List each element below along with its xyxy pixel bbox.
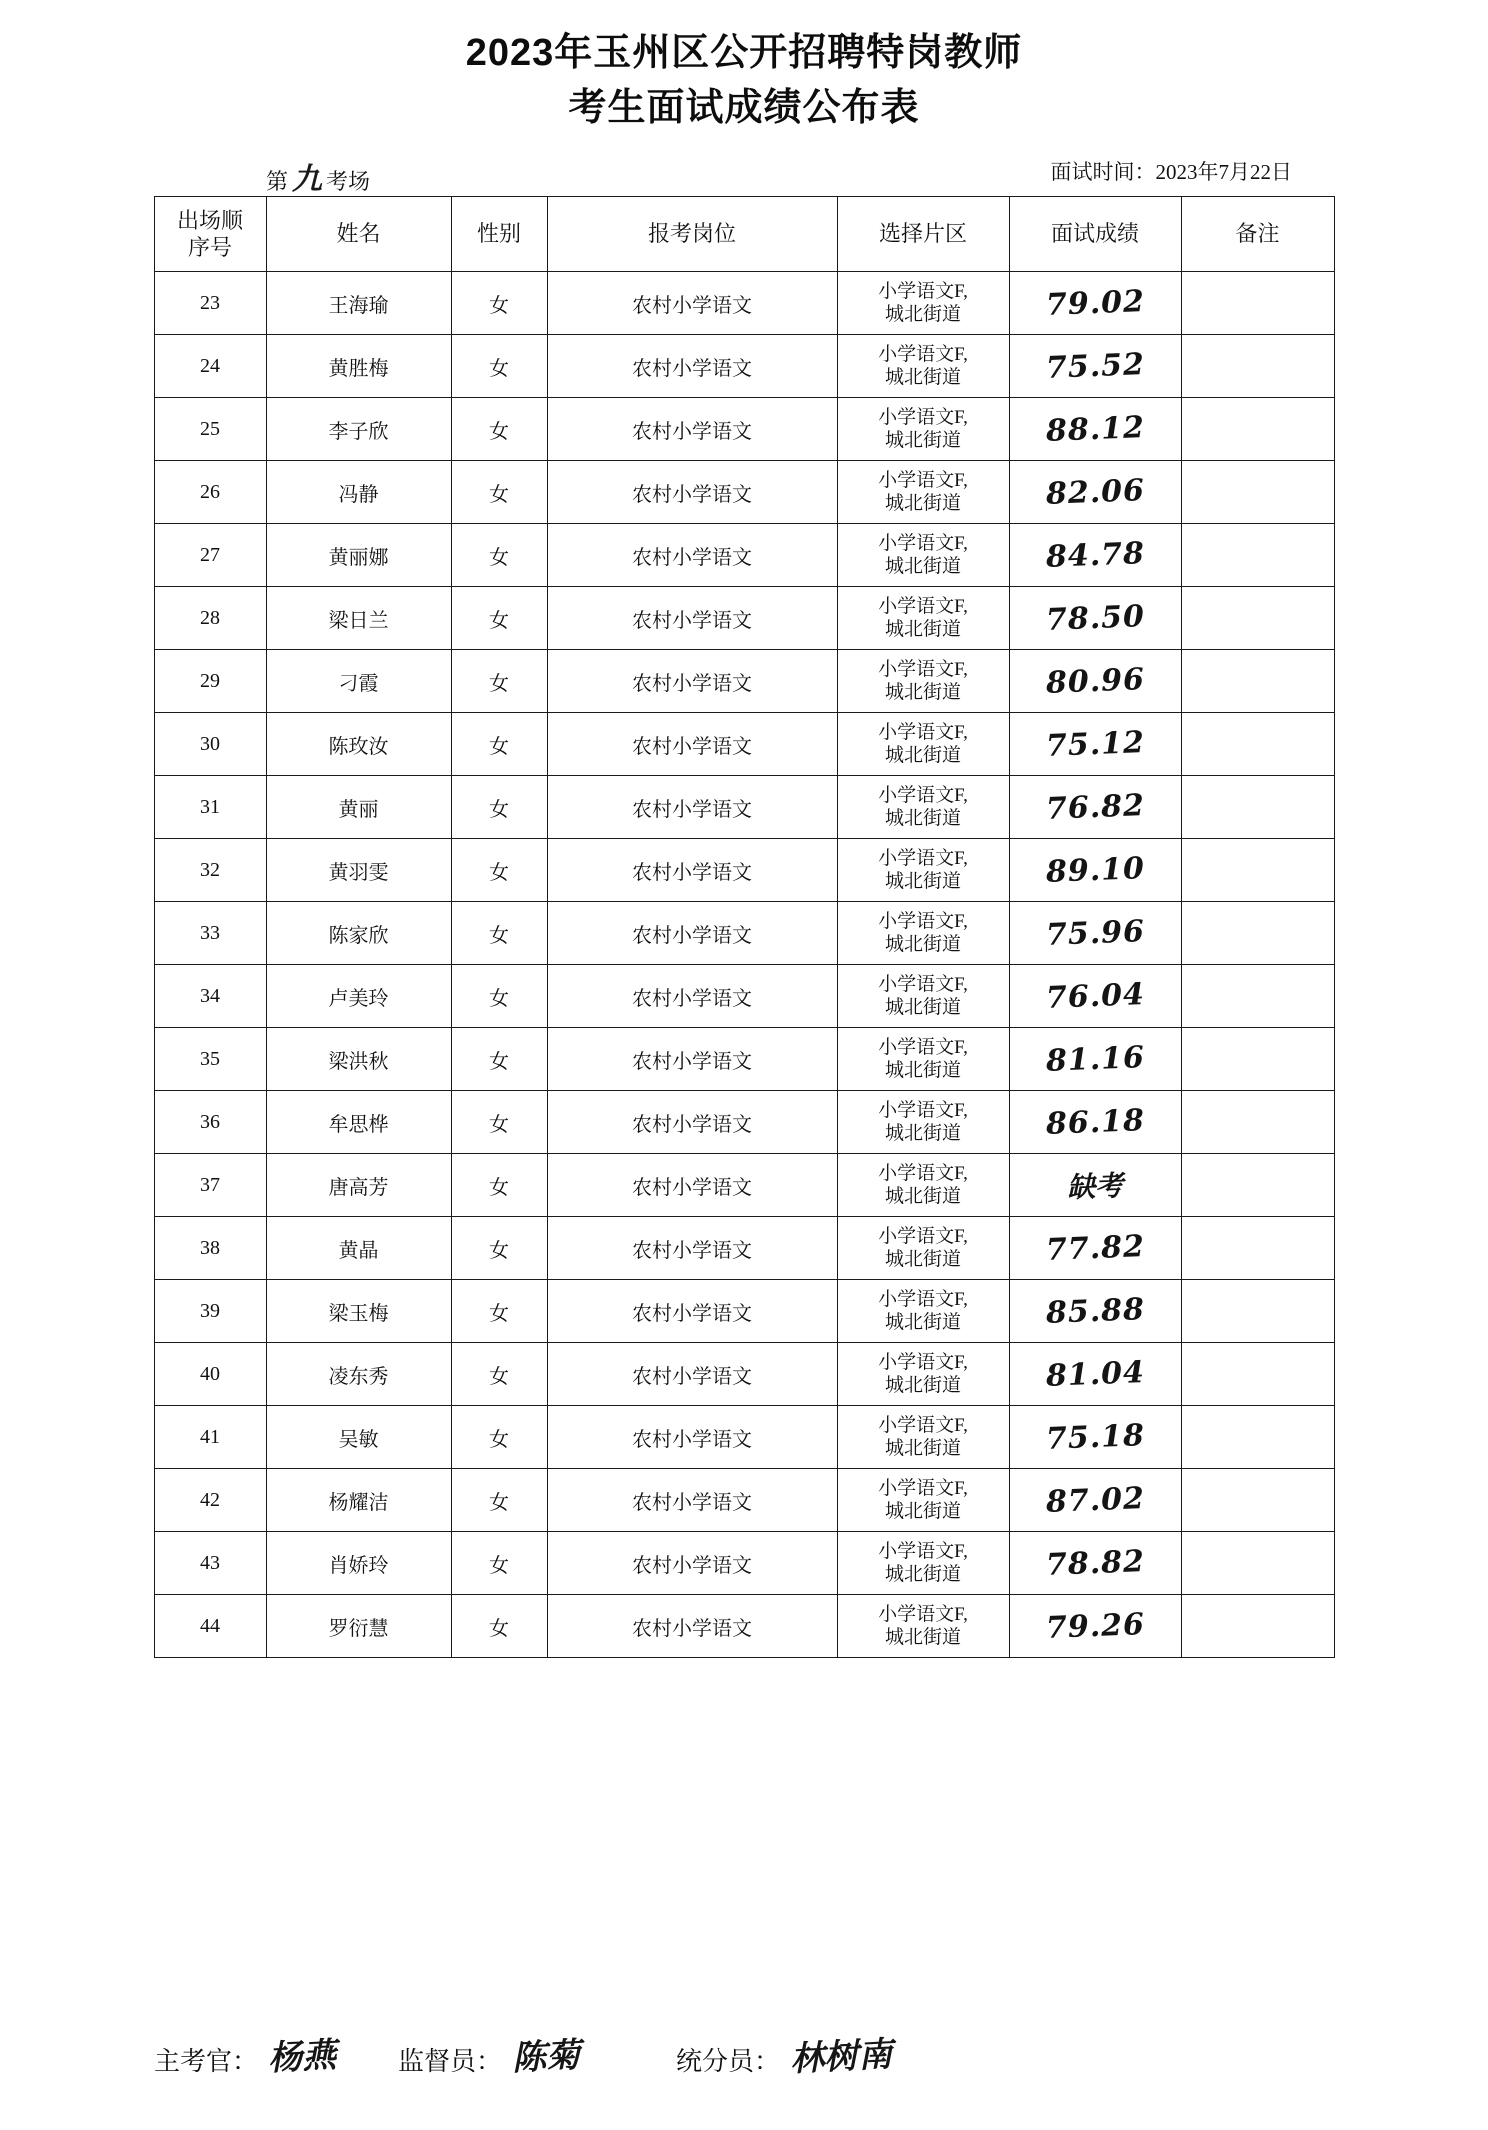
title-line-1: 2023年玉州区公开招聘特岗教师	[465, 32, 1023, 74]
cell-area-line1: 小学语文F,	[878, 1478, 968, 1500]
cell-area	[837, 1154, 1009, 1217]
score-handwritten: 75.52	[1044, 346, 1146, 386]
cell-sex: 女	[451, 272, 547, 335]
table-row	[154, 461, 1334, 524]
document-title	[0, 26, 1488, 136]
cell-score	[1009, 713, 1181, 776]
cell-area-line1: 小学语文F,	[878, 974, 968, 996]
cell-seq: 24	[154, 335, 266, 398]
cell-post: 农村小学语文	[547, 524, 837, 587]
exam-time: 面试时间：2023年7月22日	[1050, 160, 1292, 185]
table-body	[154, 272, 1334, 1658]
supervisor-group	[398, 2029, 590, 2078]
scorer-group	[676, 2029, 902, 2078]
table-row	[154, 1217, 1334, 1280]
cell-seq: 30	[154, 713, 266, 776]
cell-sex: 女	[451, 524, 547, 587]
room-number-handwritten: 九	[292, 162, 323, 198]
cell-area-line1: 小学语文F,	[878, 1289, 968, 1311]
cell-post: 农村小学语文	[547, 1028, 837, 1091]
cell-area-line2: 城北街道	[884, 1438, 961, 1460]
cell-seq: 29	[154, 650, 266, 713]
cell-sex: 女	[451, 713, 547, 776]
cell-post: 农村小学语文	[547, 1595, 837, 1658]
cell-post: 农村小学语文	[547, 335, 837, 398]
cell-score	[1009, 1343, 1181, 1406]
cell-area-line2: 城北街道	[884, 871, 961, 893]
chief-examiner-group	[154, 2029, 346, 2078]
table-row	[154, 1154, 1334, 1217]
cell-post: 农村小学语文	[547, 776, 837, 839]
cell-score	[1009, 461, 1181, 524]
score-handwritten: 79.26	[1044, 1606, 1146, 1646]
cell-area-line1: 小学语文F,	[878, 1541, 968, 1563]
header-row	[154, 197, 1334, 272]
scorer-label: 统分员：	[676, 2047, 781, 2076]
cell-note	[1181, 335, 1334, 398]
score-handwritten: 80.96	[1044, 661, 1146, 701]
cell-seq: 32	[154, 839, 266, 902]
score-handwritten: 88.12	[1044, 409, 1146, 449]
cell-note	[1181, 272, 1334, 335]
cell-sex: 女	[451, 1532, 547, 1595]
table-row	[154, 1469, 1334, 1532]
cell-score	[1009, 1469, 1181, 1532]
cell-post: 农村小学语文	[547, 1532, 837, 1595]
cell-area-line2: 城北街道	[884, 1627, 961, 1649]
cell-area-line1: 小学语文F,	[878, 1604, 968, 1626]
score-handwritten: 85.88	[1044, 1291, 1146, 1331]
cell-name: 吴敏	[266, 1406, 451, 1469]
table-row	[154, 1280, 1334, 1343]
cell-area-line2: 城北街道	[884, 1501, 961, 1523]
score-handwritten: 75.18	[1044, 1417, 1146, 1457]
room-suffix: 考场	[326, 169, 371, 195]
cell-sex: 女	[451, 1091, 547, 1154]
score-handwritten: 76.82	[1044, 787, 1146, 827]
cell-area-line2: 城北街道	[884, 1123, 961, 1145]
cell-area-line1: 小学语文F,	[878, 722, 968, 744]
cell-score	[1009, 1280, 1181, 1343]
table-row	[154, 587, 1334, 650]
cell-area-line1: 小学语文F,	[878, 470, 968, 492]
cell-area	[837, 1469, 1009, 1532]
supervisor-label: 监督员：	[398, 2047, 503, 2076]
header-post: 报考岗位	[547, 197, 837, 272]
cell-sex: 女	[451, 398, 547, 461]
cell-sex: 女	[451, 1154, 547, 1217]
cell-note	[1181, 1595, 1334, 1658]
cell-area-line1: 小学语文F,	[878, 785, 968, 807]
score-handwritten: 81.04	[1044, 1354, 1146, 1394]
score-handwritten: 81.16	[1044, 1039, 1146, 1079]
cell-seq: 36	[154, 1091, 266, 1154]
cell-name: 黄晶	[266, 1217, 451, 1280]
score-handwritten: 89.10	[1044, 850, 1146, 890]
cell-area	[837, 1406, 1009, 1469]
cell-name: 唐高芳	[266, 1154, 451, 1217]
cell-area-line1: 小学语文F,	[878, 1226, 968, 1248]
score-handwritten: 77.82	[1044, 1228, 1146, 1268]
cell-area-line2: 城北街道	[884, 619, 961, 641]
cell-note	[1181, 1469, 1334, 1532]
header-name: 姓名	[266, 197, 451, 272]
cell-note	[1181, 1091, 1334, 1154]
cell-post: 农村小学语文	[547, 902, 837, 965]
cell-note	[1181, 1280, 1334, 1343]
cell-post: 农村小学语文	[547, 1154, 837, 1217]
cell-seq: 23	[154, 272, 266, 335]
cell-area-line2: 城北街道	[884, 1186, 961, 1208]
table-row	[154, 902, 1334, 965]
table-row	[154, 1091, 1334, 1154]
cell-name: 黄丽娜	[266, 524, 451, 587]
cell-area	[837, 272, 1009, 335]
cell-post: 农村小学语文	[547, 1280, 837, 1343]
cell-seq: 25	[154, 398, 266, 461]
cell-seq: 26	[154, 461, 266, 524]
table-row	[154, 965, 1334, 1028]
cell-area-line1: 小学语文F,	[878, 1100, 968, 1122]
cell-name: 陈家欣	[266, 902, 451, 965]
cell-sex: 女	[451, 587, 547, 650]
cell-sex: 女	[451, 1406, 547, 1469]
cell-note	[1181, 587, 1334, 650]
chief-examiner-signature: 杨燕	[267, 2035, 338, 2079]
cell-area	[837, 650, 1009, 713]
cell-seq: 43	[154, 1532, 266, 1595]
cell-area-line2: 城北街道	[884, 682, 961, 704]
cell-note	[1181, 1028, 1334, 1091]
cell-area	[837, 713, 1009, 776]
cell-name: 牟思桦	[266, 1091, 451, 1154]
cell-name: 冯静	[266, 461, 451, 524]
cell-score	[1009, 902, 1181, 965]
cell-post: 农村小学语文	[547, 587, 837, 650]
cell-area	[837, 902, 1009, 965]
cell-area-line2: 城北街道	[884, 304, 961, 326]
cell-score	[1009, 839, 1181, 902]
table-row	[154, 1028, 1334, 1091]
cell-area	[837, 587, 1009, 650]
cell-sex: 女	[451, 335, 547, 398]
score-handwritten: 78.82	[1044, 1543, 1146, 1583]
score-handwritten: 84.78	[1044, 535, 1146, 575]
cell-area-line1: 小学语文F,	[878, 281, 968, 303]
cell-area-line2: 城北街道	[884, 1312, 961, 1334]
table-row	[154, 1343, 1334, 1406]
signature-footer	[154, 2029, 1334, 2078]
header-score: 面试成绩	[1009, 197, 1181, 272]
score-handwritten: 86.18	[1044, 1102, 1146, 1142]
chief-examiner-label: 主考官：	[154, 2047, 259, 2076]
cell-name: 刁霞	[266, 650, 451, 713]
cell-area	[837, 398, 1009, 461]
cell-post: 农村小学语文	[547, 1217, 837, 1280]
cell-sex: 女	[451, 839, 547, 902]
cell-sex: 女	[451, 902, 547, 965]
header-seq-line2: 序号	[187, 235, 232, 261]
scorer-signature: 林树南	[789, 2034, 894, 2080]
cell-sex: 女	[451, 1280, 547, 1343]
cell-score	[1009, 965, 1181, 1028]
cell-seq: 42	[154, 1469, 266, 1532]
cell-area-line1: 小学语文F,	[878, 1352, 968, 1374]
cell-seq: 39	[154, 1280, 266, 1343]
cell-note	[1181, 1154, 1334, 1217]
header-seq	[154, 197, 266, 272]
cell-area-line2: 城北街道	[884, 1564, 961, 1586]
cell-post: 农村小学语文	[547, 398, 837, 461]
cell-area	[837, 1280, 1009, 1343]
room-prefix: 第	[266, 169, 289, 195]
cell-area-line1: 小学语文F,	[878, 848, 968, 870]
cell-score	[1009, 776, 1181, 839]
score-handwritten: 79.02	[1044, 283, 1146, 323]
cell-area-line1: 小学语文F,	[878, 1415, 968, 1437]
cell-area-line2: 城北街道	[884, 1375, 961, 1397]
cell-seq: 38	[154, 1217, 266, 1280]
cell-area	[837, 335, 1009, 398]
cell-area-line1: 小学语文F,	[878, 533, 968, 555]
meta-row	[154, 150, 1334, 198]
cell-area-line2: 城北街道	[884, 556, 961, 578]
cell-note	[1181, 1406, 1334, 1469]
cell-note	[1181, 461, 1334, 524]
cell-name: 罗衍慧	[266, 1595, 451, 1658]
cell-name: 卢美玲	[266, 965, 451, 1028]
cell-sex: 女	[451, 1469, 547, 1532]
cell-area	[837, 1532, 1009, 1595]
cell-name: 梁玉梅	[266, 1280, 451, 1343]
cell-name: 王海瑜	[266, 272, 451, 335]
cell-score	[1009, 1217, 1181, 1280]
scores-table	[154, 196, 1335, 1658]
cell-seq: 34	[154, 965, 266, 1028]
cell-seq: 41	[154, 1406, 266, 1469]
cell-name: 黄丽	[266, 776, 451, 839]
cell-area	[837, 839, 1009, 902]
cell-sex: 女	[451, 461, 547, 524]
cell-name: 黄胜梅	[266, 335, 451, 398]
table-header	[154, 197, 1334, 272]
cell-area	[837, 1217, 1009, 1280]
cell-score	[1009, 272, 1181, 335]
cell-name: 梁日兰	[266, 587, 451, 650]
cell-score	[1009, 1595, 1181, 1658]
cell-score	[1009, 1532, 1181, 1595]
cell-score	[1009, 587, 1181, 650]
header-sex: 性别	[451, 197, 547, 272]
cell-seq: 44	[154, 1595, 266, 1658]
cell-post: 农村小学语文	[547, 461, 837, 524]
cell-area-line2: 城北街道	[884, 367, 961, 389]
title-line-2: 考生面试成绩公布表	[568, 87, 920, 130]
cell-score	[1009, 1028, 1181, 1091]
cell-note	[1181, 776, 1334, 839]
cell-score	[1009, 335, 1181, 398]
cell-post: 农村小学语文	[547, 1469, 837, 1532]
cell-area	[837, 1595, 1009, 1658]
table-row	[154, 776, 1334, 839]
cell-seq: 35	[154, 1028, 266, 1091]
cell-post: 农村小学语文	[547, 713, 837, 776]
cell-sex: 女	[451, 965, 547, 1028]
header-area: 选择片区	[837, 197, 1009, 272]
table-row	[154, 1406, 1334, 1469]
cell-area-line1: 小学语文F,	[878, 344, 968, 366]
cell-name: 凌东秀	[266, 1343, 451, 1406]
cell-note	[1181, 1217, 1334, 1280]
cell-post: 农村小学语文	[547, 1343, 837, 1406]
document-page	[0, 26, 1488, 2130]
score-handwritten: 87.02	[1044, 1480, 1146, 1520]
cell-note	[1181, 965, 1334, 1028]
cell-note	[1181, 398, 1334, 461]
cell-sex: 女	[451, 776, 547, 839]
cell-area-line1: 小学语文F,	[878, 407, 968, 429]
cell-sex: 女	[451, 1217, 547, 1280]
cell-score	[1009, 524, 1181, 587]
cell-area	[837, 524, 1009, 587]
cell-post: 农村小学语文	[547, 1406, 837, 1469]
cell-seq: 28	[154, 587, 266, 650]
cell-score	[1009, 398, 1181, 461]
cell-post: 农村小学语文	[547, 965, 837, 1028]
score-handwritten: 78.50	[1044, 598, 1146, 638]
cell-name: 杨耀洁	[266, 1469, 451, 1532]
cell-area	[837, 965, 1009, 1028]
cell-name: 陈玫汝	[266, 713, 451, 776]
cell-seq: 27	[154, 524, 266, 587]
cell-post: 农村小学语文	[547, 272, 837, 335]
table-row	[154, 1532, 1334, 1595]
table-row	[154, 524, 1334, 587]
cell-area	[837, 776, 1009, 839]
supervisor-signature: 陈菊	[511, 2035, 582, 2079]
score-handwritten: 75.96	[1044, 913, 1146, 953]
cell-area-line1: 小学语文F,	[878, 596, 968, 618]
table-row	[154, 398, 1334, 461]
exam-room-label	[266, 154, 370, 198]
cell-score	[1009, 1406, 1181, 1469]
cell-area-line1: 小学语文F,	[878, 659, 968, 681]
cell-area-line2: 城北街道	[884, 808, 961, 830]
table-row	[154, 713, 1334, 776]
table-row	[154, 839, 1334, 902]
header-seq-line1: 出场顺	[176, 207, 243, 233]
cell-area-line2: 城北街道	[884, 997, 961, 1019]
cell-area-line2: 城北街道	[884, 934, 961, 956]
cell-area	[837, 461, 1009, 524]
cell-note	[1181, 713, 1334, 776]
cell-area-line2: 城北街道	[884, 1060, 961, 1082]
cell-area	[837, 1343, 1009, 1406]
table-row	[154, 650, 1334, 713]
score-handwritten: 82.06	[1044, 472, 1146, 512]
cell-note	[1181, 1532, 1334, 1595]
header-note: 备注	[1181, 197, 1334, 272]
cell-note	[1181, 650, 1334, 713]
cell-sex: 女	[451, 1595, 547, 1658]
table-row	[154, 272, 1334, 335]
cell-area-line1: 小学语文F,	[878, 1163, 968, 1185]
cell-name: 梁洪秋	[266, 1028, 451, 1091]
cell-seq: 40	[154, 1343, 266, 1406]
cell-area-line2: 城北街道	[884, 430, 961, 452]
cell-area-line1: 小学语文F,	[878, 911, 968, 933]
score-handwritten: 76.04	[1044, 976, 1146, 1016]
cell-area-line2: 城北街道	[884, 745, 961, 767]
cell-seq: 31	[154, 776, 266, 839]
cell-sex: 女	[451, 650, 547, 713]
table-row	[154, 1595, 1334, 1658]
cell-score	[1009, 1154, 1181, 1217]
cell-post: 农村小学语文	[547, 839, 837, 902]
cell-seq: 33	[154, 902, 266, 965]
cell-sex: 女	[451, 1028, 547, 1091]
cell-post: 农村小学语文	[547, 1091, 837, 1154]
cell-note	[1181, 902, 1334, 965]
cell-score	[1009, 650, 1181, 713]
cell-name: 肖娇玲	[266, 1532, 451, 1595]
cell-name: 李子欣	[266, 398, 451, 461]
cell-note	[1181, 524, 1334, 587]
cell-area-line2: 城北街道	[884, 493, 961, 515]
cell-area-line1: 小学语文F,	[878, 1037, 968, 1059]
cell-area	[837, 1091, 1009, 1154]
cell-score	[1009, 1091, 1181, 1154]
score-handwritten: 75.12	[1044, 724, 1146, 764]
cell-area	[837, 1028, 1009, 1091]
cell-note	[1181, 839, 1334, 902]
cell-seq: 37	[154, 1154, 266, 1217]
cell-sex: 女	[451, 1343, 547, 1406]
cell-note	[1181, 1343, 1334, 1406]
table-row	[154, 335, 1334, 398]
cell-post: 农村小学语文	[547, 650, 837, 713]
score-handwritten: 缺考	[1066, 1169, 1124, 1205]
cell-area-line2: 城北街道	[884, 1249, 961, 1271]
cell-name: 黄羽雯	[266, 839, 451, 902]
